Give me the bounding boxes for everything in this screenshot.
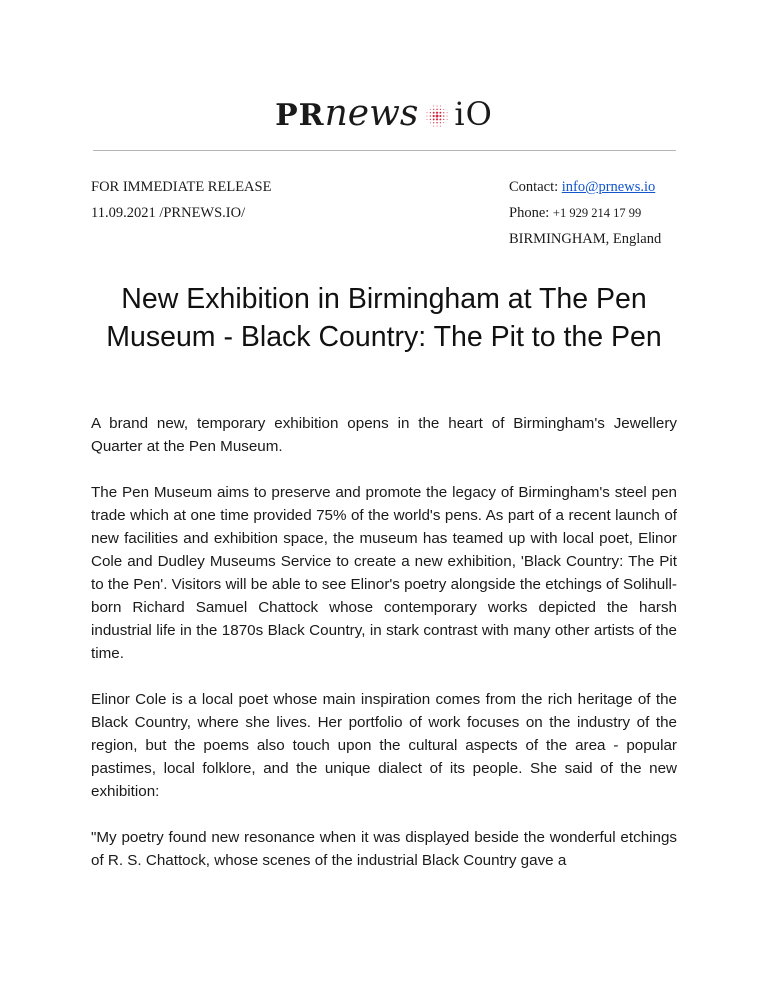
location-line: BIRMINGHAM, England xyxy=(509,231,662,247)
release-label: FOR IMMEDIATE RELEASE xyxy=(91,179,272,195)
logo-dot-grid-icon xyxy=(424,103,450,132)
article-title: New Exhibition in Birmingham at The Pen Museum - Black Country: The Pit to the Pen xyxy=(106,283,662,353)
contact-line xyxy=(509,179,655,196)
article-paragraph: "My poetry found new resonance when it was displayed beside the wonderful etchings of R. S. Chattock, whose scenes of the industrial Black Country gave a xyxy=(91,829,677,869)
prnews-logo xyxy=(0,93,768,135)
article-paragraph: The Pen Museum aims to preserve and promote the legacy of Birmingham's steel pen trade which at one time provided 75% of the world's pens. As part of a recent launch of new facilities and exhibition space, the museum has teamed up with local poet, Elinor Cole and Dudley Museums Service to create a new exhibition, 'Black Country: The Pit to the Pen'. Visitors will be able to see Elinor's poetry alongside the etchings of Solihull-born Richard Samuel Chattock whose contemporary works depicted the harsh industrial life in the 1870s Black Country, in stark contrast with many other artists of the time. xyxy=(91,484,677,662)
phone-line xyxy=(509,205,641,222)
logo-news-text: news xyxy=(324,93,419,134)
logo-io-text: iO xyxy=(454,95,493,133)
release-dateline: 11.09.2021 /PRNEWS.IO/ xyxy=(91,205,246,221)
article-paragraph: Elinor Cole is a local poet whose main inspiration comes from the rich heritage of the Black Country, where she lives. Her portfolio of work focuses on the industry of the region, but the poems also touch upon the cultural aspects of the area - popular pastimes, local folklore, and the unique dialect of its people. She said of the new exhibition: xyxy=(91,691,677,800)
header-divider xyxy=(93,150,676,151)
article-paragraph: A brand new, temporary exhibition opens in the heart of Birmingham's Jewellery Quarter at the Pen Museum. xyxy=(91,415,677,455)
logo-pr-text: PR xyxy=(275,98,325,133)
phone-label: Phone: xyxy=(509,205,553,221)
phone-number: +1 929 214 17 99 xyxy=(552,206,642,220)
contact-email-link[interactable]: info@prnews.io xyxy=(561,179,656,195)
contact-label: Contact: xyxy=(509,179,562,195)
article-body xyxy=(91,412,677,872)
